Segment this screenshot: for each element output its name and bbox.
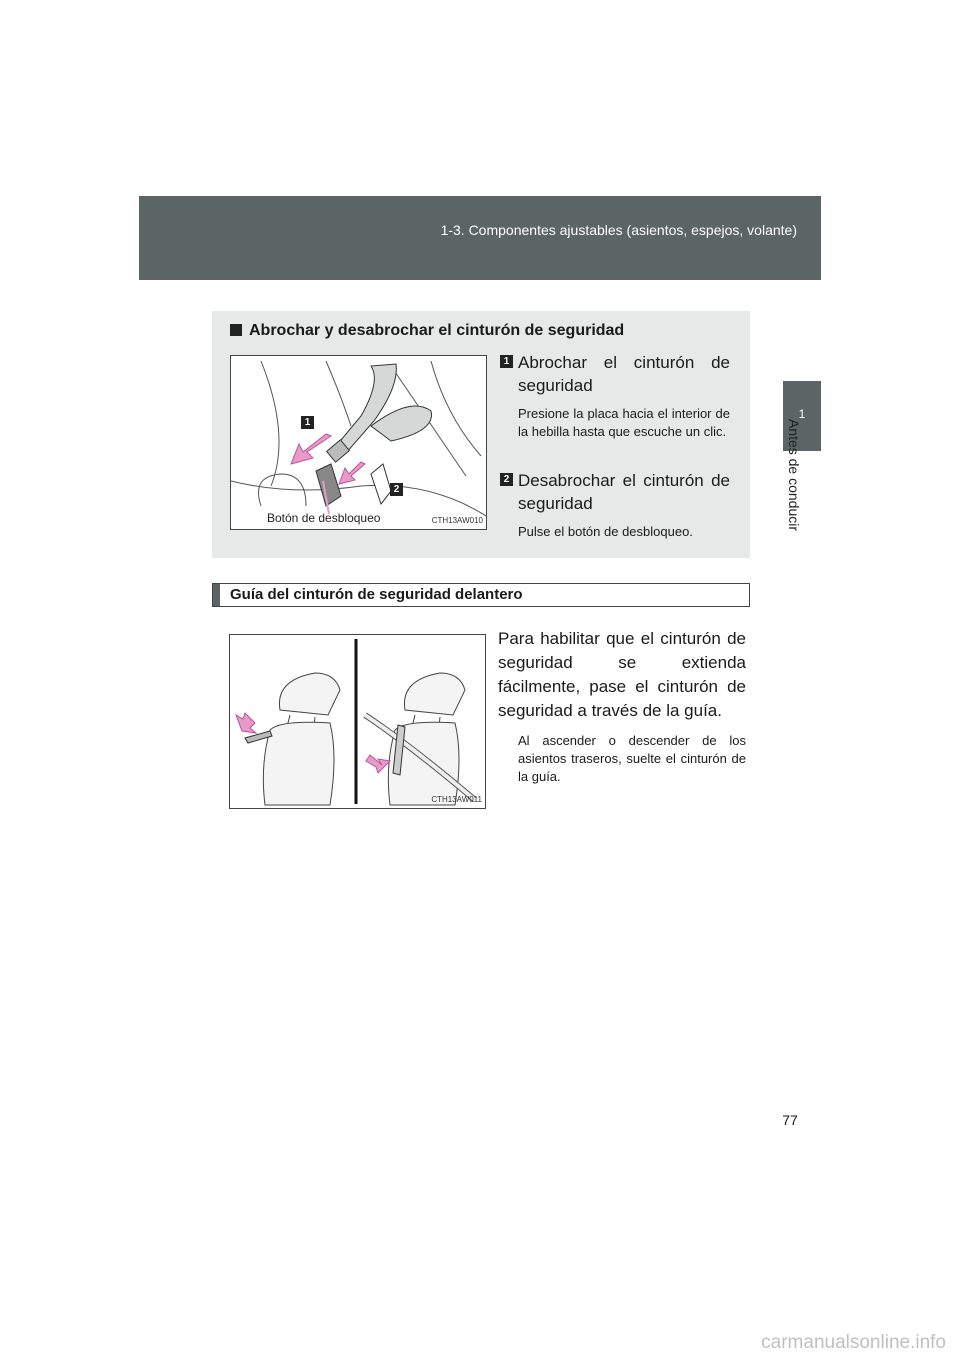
- step-title: Desabrochar el cinturón de seguridad: [518, 471, 730, 513]
- figure-code: CTH13AW010: [431, 516, 483, 525]
- step-description: Presione la placa hacia el interior de la hebilla hasta que escuche un clic.: [518, 406, 730, 439]
- section-title: Guía del cinturón de seguridad delantero: [230, 586, 523, 603]
- section-breadcrumb: 1-3. Componentes ajustables (asientos, espejos, volante): [440, 222, 797, 238]
- guide-note: Al ascender o descender de los asientos traseros, suelte el cinturón de la guía.: [518, 733, 746, 784]
- callout-2: 2: [390, 483, 403, 496]
- info-box: [212, 311, 750, 558]
- step-description: Pulse el botón de desbloqueo.: [518, 524, 693, 539]
- step-number-2: 2: [500, 473, 513, 486]
- square-bullet-icon: [230, 324, 242, 336]
- info-box-title-text: Abrochar y desabrochar el cinturón de seguridad: [249, 322, 625, 339]
- chapter-number: 1: [798, 407, 806, 421]
- belt-guide-figure: [229, 634, 486, 809]
- header-band: [139, 196, 821, 280]
- callout-1: 1: [301, 416, 314, 429]
- step-title: Abrochar el cinturón de seguridad: [518, 353, 730, 395]
- watermark: carmanualsonline.info: [761, 1332, 946, 1353]
- section-header: [212, 583, 750, 607]
- step-fasten: [500, 351, 730, 441]
- info-box-title: [230, 322, 624, 340]
- figure-code: CTH13AW011: [431, 795, 482, 804]
- chapter-label: Antes de conducir: [786, 418, 802, 532]
- seatbelt-buckle-figure: [230, 355, 487, 530]
- seatbelt-buckle-illustration: [231, 356, 486, 529]
- release-button-caption: Botón de desbloqueo: [267, 511, 381, 525]
- page-number: 77: [782, 1112, 798, 1128]
- section-header-bar: [213, 584, 220, 606]
- step-number-1: 1: [500, 355, 513, 368]
- belt-guide-illustration: [230, 635, 485, 808]
- guide-paragraph: Para habilitar que el cinturón de seguridad se extienda fácilmente, pase el cinturón de seguridad a través de la guía.: [498, 629, 746, 720]
- step-unfasten: [500, 469, 730, 541]
